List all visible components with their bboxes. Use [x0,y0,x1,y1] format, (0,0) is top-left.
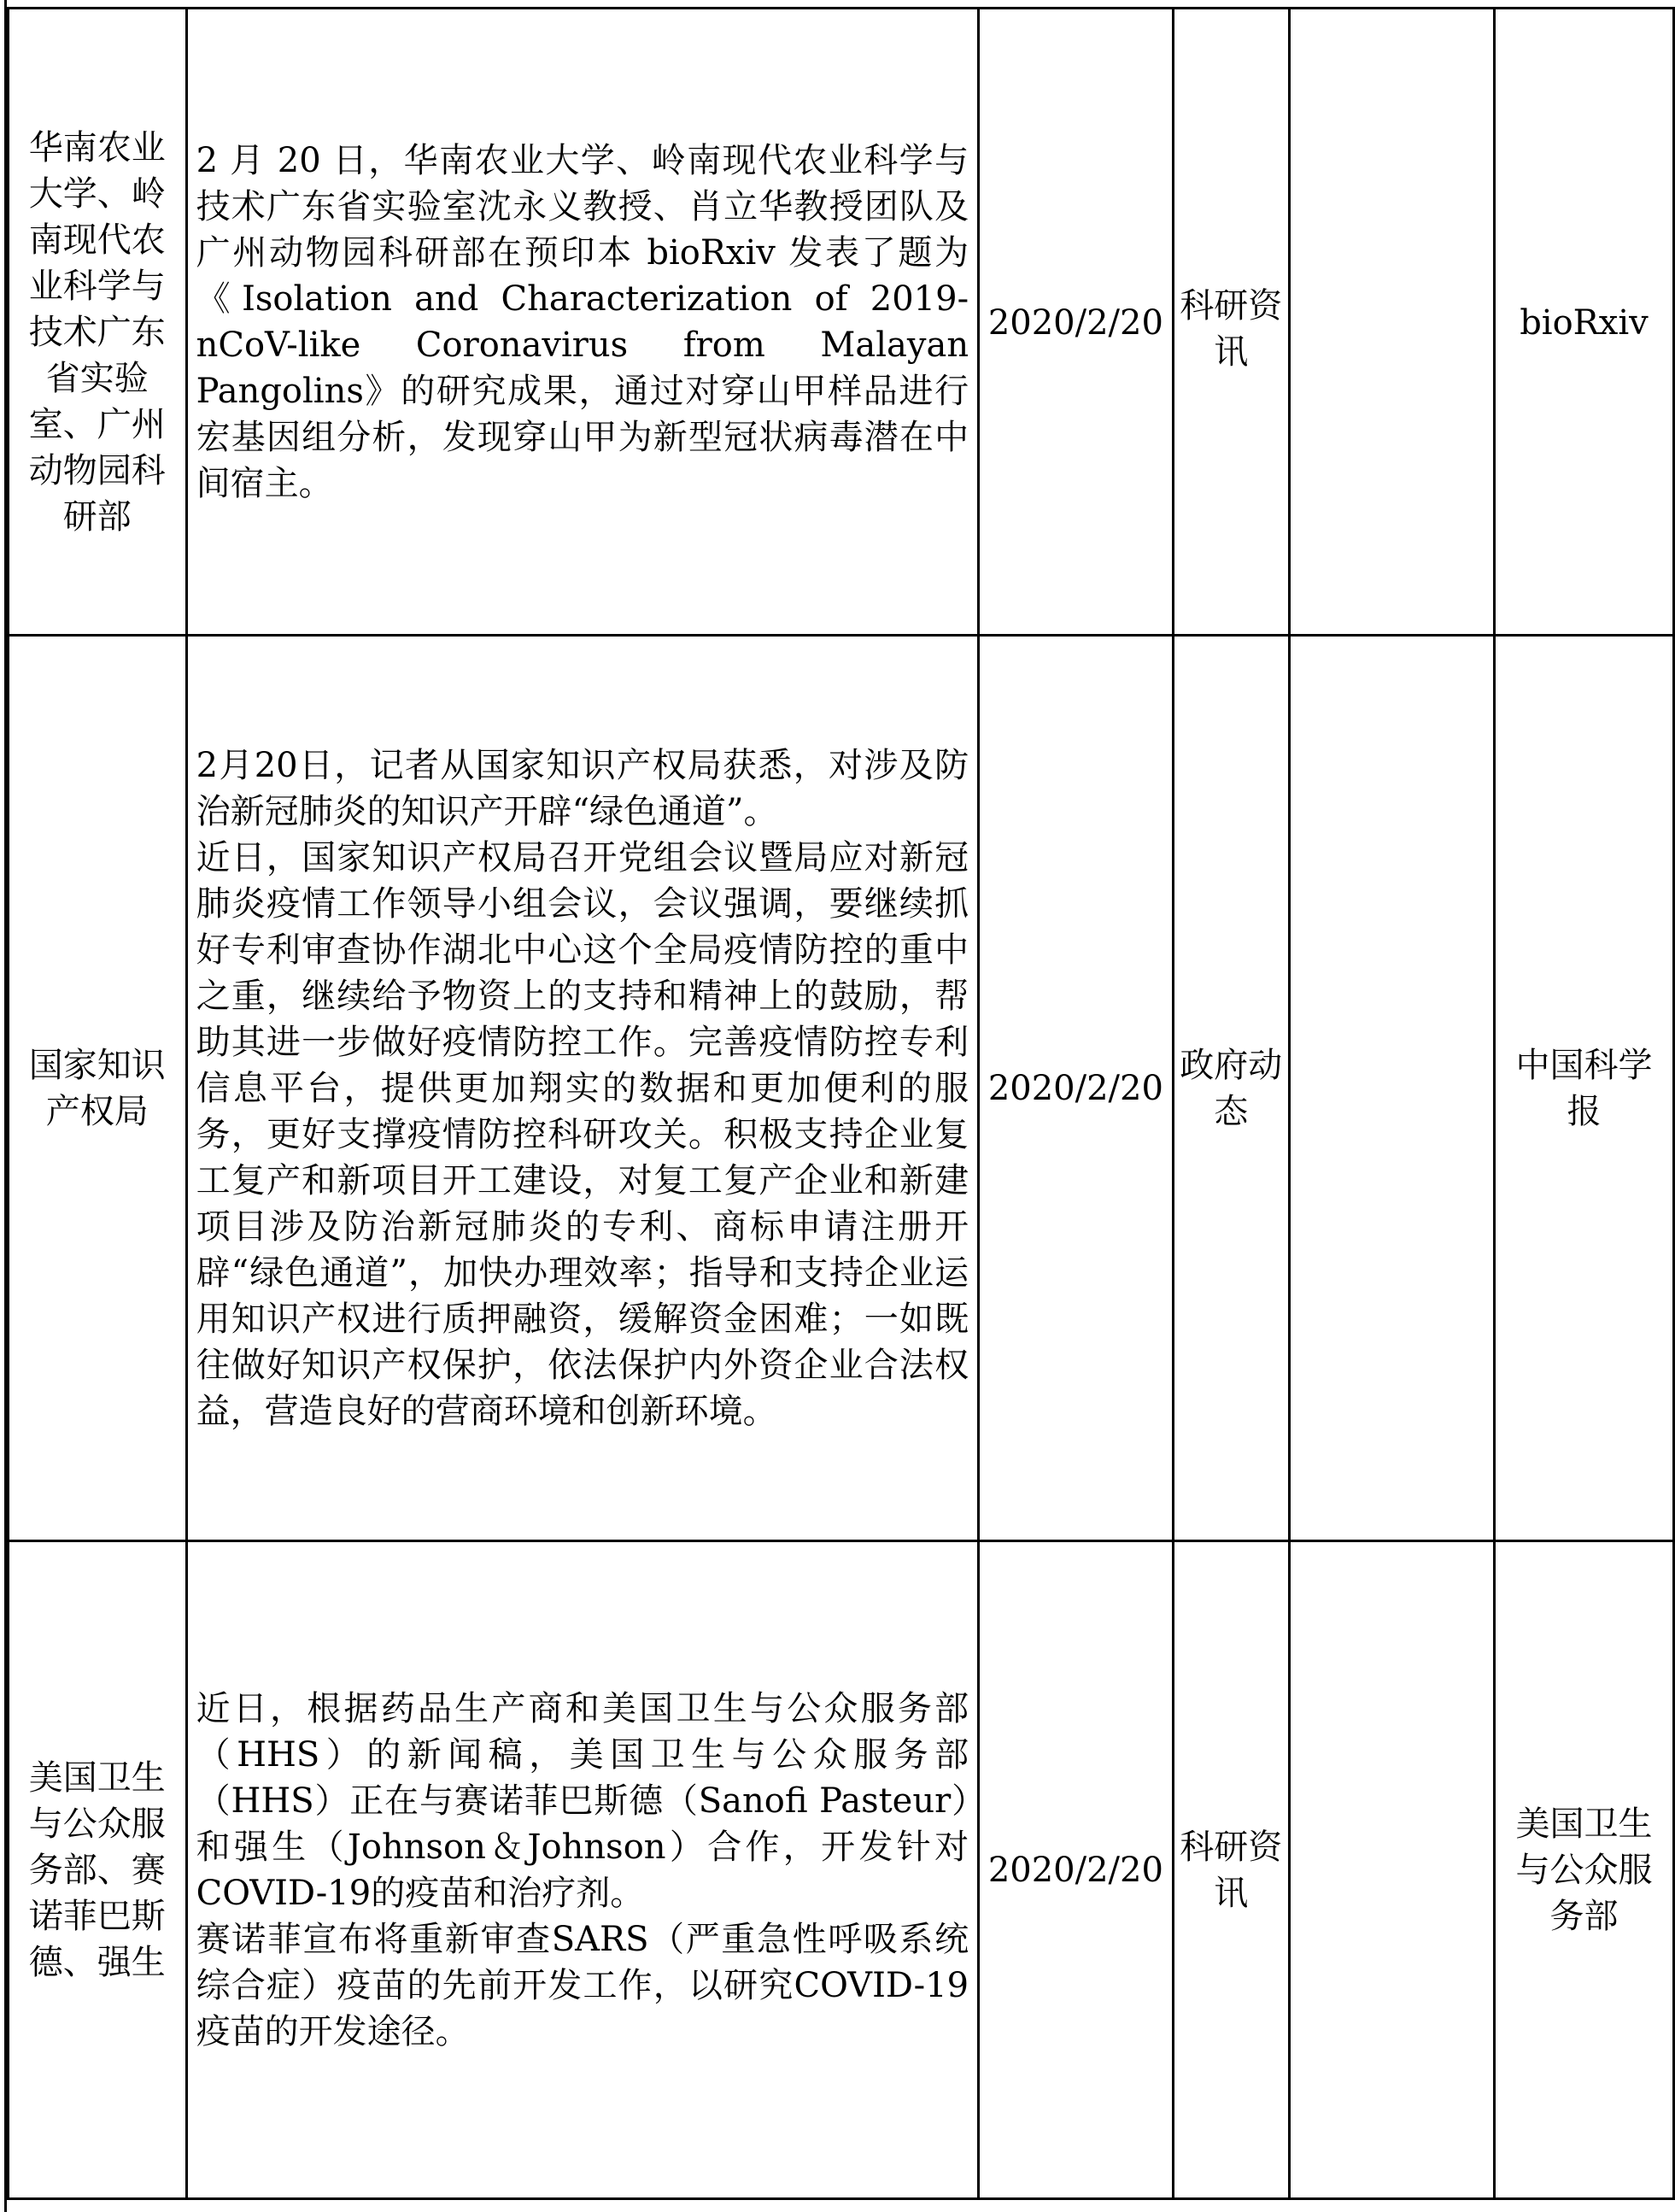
org-text: 华南农业大学、岭南现代农业科学与技术广东省实验室、广州动物园科研部 [28,128,166,537]
content-paragraph: 近日，根据药品生产商和美国卫生与公众服务部（HHS）的新闻稿，美国卫生与公众服务部（HHS）正在与赛诺菲巴斯德（Sanofi Pasteur）和强生（Johnson＆Johnson）合作，开发针对COVID-19的疫苗和治疗剂。 [196,1688,969,1913]
content-cell [186,1541,979,2199]
type-text: 科研资讯 [1180,1827,1283,1913]
source-cell [1494,1541,1673,2199]
content-cell [186,9,979,636]
content-cell [186,636,979,1541]
blank-cell [1289,1541,1494,2199]
org-cell [9,1541,187,2199]
content-paragraph: 2 月 20 日，华南农业大学、岭南现代农业科学与技术广东省实验室沈永义教授、肖立华教授团队及广州动物园科研部在预印本 bioRxiv 发表了题为《Isolation and Characterization of 2019-nCoV-like Coronavirus from Malayan Pangolins》的研究成果，通过对穿山甲样品进行宏基因组分析，发现穿山甲为新型冠状病毒潜在中间宿主。 [196,141,969,503]
blank-cell [1289,9,1494,636]
table-row [9,1541,1674,2199]
source-text: 美国卫生与公众服务部 [1515,1804,1653,1936]
type-text: 科研资讯 [1180,286,1283,372]
content-paragraph: 赛诺菲宣布将重新审查SARS（严重急性呼吸系统综合症）疫苗的先前开发工作，以研究COVID-19疫苗的开发途径。 [196,1919,969,2051]
date-cell [979,9,1174,636]
blank-cell [1289,636,1494,1541]
content-paragraph: 2月20日，记者从国家知识产权局获悉，对涉及防治新冠肺炎的知识产开辟“绿色通道”。 [196,745,969,831]
source-cell [1494,636,1673,1541]
org-text: 美国卫生与公众服务部、赛诺菲巴斯德、强生 [28,1757,166,1982]
date-text: 2020/2/20 [987,303,1163,343]
type-cell [1173,9,1289,636]
org-text: 国家知识产权局 [28,1045,166,1131]
source-text: bioRxiv [1520,303,1649,343]
type-cell [1173,1541,1289,2199]
source-text: 中国科学报 [1515,1045,1653,1131]
date-cell [979,1541,1174,2199]
org-cell [9,636,187,1541]
content-paragraph: 近日，国家知识产权局召开党组会议暨局应对新冠肺炎疫情工作领导小组会议，会议强调，要继续抓好专利审查协作湖北中心这个全局疫情防控的重中之重，继续给予物资上的支持和精神上的鼓励，帮助其进一步做好疫情防控工作。完善疫情防控专利信息平台，提供更加翔实的数据和更加便利的服务，更好支撑疫情防控科研攻关。积极支持企业复工复产和新项目开工建设，对复工复产企业和新建项目涉及防治新冠肺炎的专利、商标申请注册开辟“绿色通道”，加快办理效率；指导和支持企业运用知识产权进行质押融资，缓解资金困难；一如既往做好知识产权保护，依法保护内外资企业合法权益，营造良好的营商环境和创新环境。 [196,837,969,1431]
table-row [9,9,1674,636]
date-cell [979,636,1174,1541]
news-table [7,7,1675,2200]
date-text: 2020/2/20 [987,1068,1163,1108]
date-text: 2020/2/20 [987,1850,1163,1890]
type-text: 政府动态 [1180,1045,1283,1131]
org-cell [9,9,187,636]
table-row [9,636,1674,1541]
source-cell [1494,9,1673,636]
type-cell [1173,636,1289,1541]
